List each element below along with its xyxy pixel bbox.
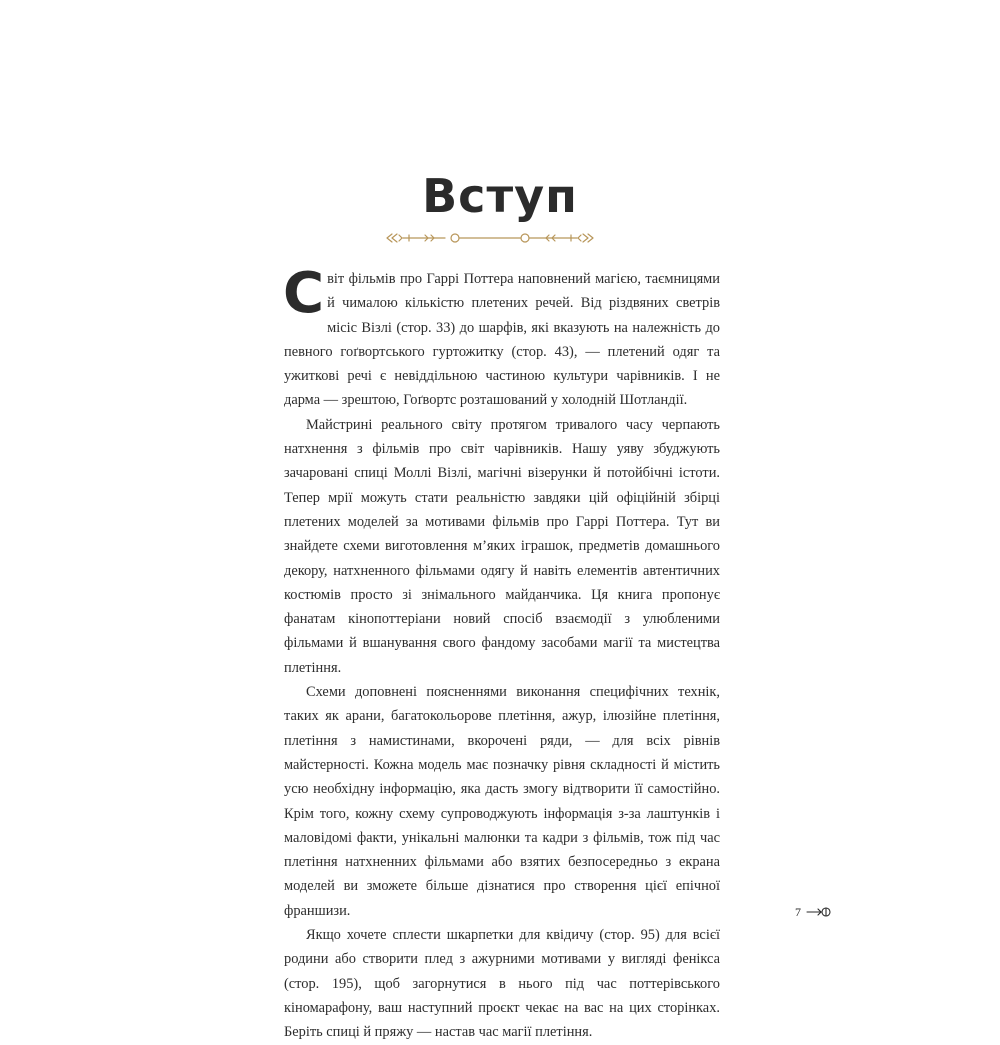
drop-cap: С <box>283 261 325 326</box>
page-number <box>795 902 832 922</box>
paragraph: Якщо хочете сплести шкарпетки для квідичу (стор. 95) для всієї родини або створити плед з ажурними мотивами у вигляді фенікса (стор. 195), щоб загорнутися в нього під час поттерівського кіномарафону, ваш наступний проєкт чекає на вас на цих сторінках. Беріть спиці й пряжу — настав час магії плетіння. <box>284 927 720 1041</box>
paragraph: Схеми доповнені поясненнями виконання специфічних технік, таких як арани, багатокольорове плетіння, ажур, ілюзійне плетіння, плетіння з намистинами, вкорочені ряди, — для всіх рівнів майстерності. Кожна модель має позначку рівня складності й містить усю необхідну інформацію, яка дасть змогу відтворити її самостійно. Крім того, кожну схему супроводжують інформація з-за лаштунків і маловідомі факти, унікальні малюнки та кадри з фільмів, тож під час плетіння натхненних фільмами або взятих безпосередньо з екрана моделей ви зможете більше дізнатися про створення цієї епічної франшизи. <box>284 684 720 919</box>
gold-divider-ornament-icon <box>385 228 595 248</box>
body-text <box>283 261 720 1045</box>
paragraph <box>283 261 720 413</box>
paragraph-text: віт фільмів про Гаррі Поттера наповнений магією, таємницями й чималою кількістю плетених речей. Від різдвяних светрів місіс Візлі (стор. 33) до шарфів, які вказують на належність до певного гоґвортського гуртожитку (стор. 43), — плетений одяг та ужиткові речі є невіддільною частиною культури чарівників. І не дарма — зрештою, Гоґвортс розташований у холодній Шотландії. <box>284 271 720 409</box>
page-title: Вступ <box>422 169 578 223</box>
paragraph: Майстрині реального світу протягом тривалого часу черпають натхнення з фільмів про світ чарівників. Нашу уяву збуджують зачаровані спиці Моллі Візлі, магічні візерунки й потойбічні істоти. Тепер мрії можуть стати реальністю завдяки цій офіційній збірці плетених моделей за мотивами фільмів про Гаррі Поттера. Тут ви знайдете схеми виготовлення м’яких іграшок, предметів домашнього декору, натхненного фільмами одягу й навіть елементів автентичних костюмів просто зі знімального майданчика. Ця книга пропонує фанатам кінопоттеріани новий спосіб взаємодії з улюбленими фільмами й вшанування свого фандому засобами магії та мистецтва плетіння. <box>284 416 720 676</box>
page-number-text: 7 <box>795 904 801 919</box>
folio-ornament-icon <box>806 905 832 919</box>
